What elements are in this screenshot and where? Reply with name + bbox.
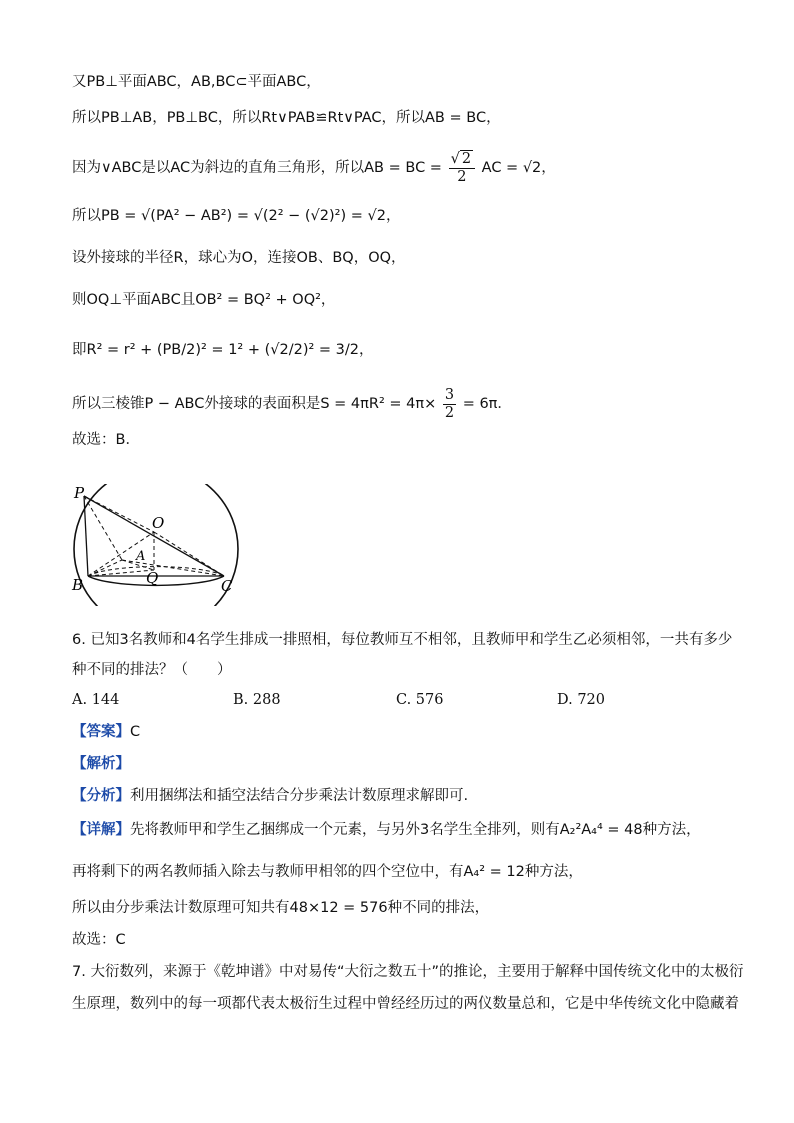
q6-option-d: D. 720 — [557, 692, 606, 708]
label-A: A — [136, 549, 146, 564]
q6-stem-text-2: 种不同的排法？（ ） — [72, 662, 232, 678]
detail-text-3: 所以由分步乘法计数原理可知共有48×12 = 576种不同的排法， — [72, 900, 490, 916]
q6-fenxi-line — [72, 786, 468, 806]
solution-line-4 — [72, 206, 400, 226]
q6-option-a: A. 144 — [72, 692, 120, 708]
q6-detail-line-2 — [72, 862, 583, 882]
fenxi-tag: 【分析】 — [72, 788, 130, 804]
line-text-post: AC = √2， — [481, 160, 556, 176]
line-text: 又PB⊥平面ABC，AB,BC⊂平面ABC， — [72, 74, 321, 90]
label-P: P — [74, 484, 85, 502]
edge-OC — [154, 532, 224, 576]
fraction-sqrt2-over-2: $\frac{√ 2}{2}$ — [449, 151, 475, 186]
q6-option-c: C. 576 — [396, 692, 444, 708]
solution-line-9 — [72, 430, 140, 450]
q7-text-2: 生原理，数列中的每一项都代表太极衍生过程中曾经经历过的两仪数量总和，它是中华传统文化中隐藏着 — [72, 996, 739, 1012]
solution-line-3 — [72, 148, 556, 188]
label-C: C — [221, 577, 233, 595]
q6-stem-line-2 — [72, 660, 232, 680]
edge-PB — [84, 496, 88, 576]
solution-line-1 — [72, 72, 321, 92]
q6-stem-text: 已知3名教师和4名学生排成一排照相，每位教师互不相邻，且教师甲和学生乙必须相邻，一共有多少 — [90, 632, 733, 648]
line-text: 即R² = r² + (PB/2)² = 1² + (√2/2)² = 3/2， — [72, 342, 374, 358]
solution-line-8 — [72, 384, 512, 424]
q6-analysis-header — [72, 754, 130, 774]
q7-line-1 — [72, 962, 743, 982]
answer-value: C — [130, 724, 141, 740]
sphere-pyramid-figure — [66, 484, 246, 606]
line-text-pre: 因为∨ABC是以AC为斜边的直角三角形，所以AB = BC = — [72, 160, 442, 176]
detail-text-2: 再将剩下的两名教师插入除去与教师甲相邻的四个空位中，有A₄² = 12种方法， — [72, 864, 583, 880]
line-text-post: = 6π． — [462, 396, 512, 412]
line-text-pre: 所以三棱锥P − ABC外接球的表面积是S = 4πR² = 4π× — [72, 396, 437, 412]
q6-stem-line-1 — [72, 630, 732, 650]
sphere-outline — [74, 484, 238, 606]
line-text: 所以PB = √(PA² − AB²) = √(2² − (√2)²) = √2， — [72, 208, 401, 224]
q7-text-1: 7. 大衍数列，来源于《乾坤谱》中对易传“大衍之数五十”的推论，主要用于解释中国传统文化中的太极衍 — [72, 964, 744, 980]
solution-line-2 — [72, 108, 501, 128]
line-text: 所以PB⊥AB，PB⊥BC，所以Rt∨PAB≌Rt∨PAC，所以AB = BC， — [72, 110, 501, 126]
q6-detail-line-3 — [72, 898, 489, 918]
q6-detail-line-1 — [72, 820, 701, 840]
line-text: 设外接球的半径R，球心为O，连接OB、BQ，OQ， — [72, 250, 406, 266]
detail-tag: 【详解】 — [72, 822, 130, 838]
solution-line-7 — [72, 340, 374, 360]
edge-BQ — [88, 570, 154, 576]
solution-line-6 — [72, 290, 335, 310]
q7-line-2 — [72, 994, 739, 1014]
q6-option-b: B. 288 — [233, 692, 281, 708]
q6-answer-line — [72, 722, 140, 742]
fraction-3-over-2: $\frac{3}{2}$ — [444, 386, 455, 421]
choose-text: 故选：C — [72, 932, 126, 948]
q6-choose-line — [72, 930, 126, 950]
q6-number: 6. — [72, 632, 86, 648]
solution-line-5 — [72, 248, 406, 268]
line-text: 则OQ⊥平面ABC且OB² = BQ² + OQ²， — [72, 292, 336, 308]
label-Q: Q — [146, 569, 159, 587]
fenxi-text: 利用捆绑法和插空法结合分步乘法计数原理求解即可. — [130, 788, 469, 804]
label-B: B — [72, 576, 84, 594]
label-O: O — [152, 514, 165, 532]
line-text: 故选：B． — [72, 432, 140, 448]
detail-text-1: 先将教师甲和学生乙捆绑成一个元素，与另外3名学生全排列，则有A₂²A₄⁴ = 48种方法， — [130, 822, 701, 838]
answer-tag: 【答案】 — [72, 724, 130, 740]
analysis-tag: 【解析】 — [72, 756, 130, 772]
